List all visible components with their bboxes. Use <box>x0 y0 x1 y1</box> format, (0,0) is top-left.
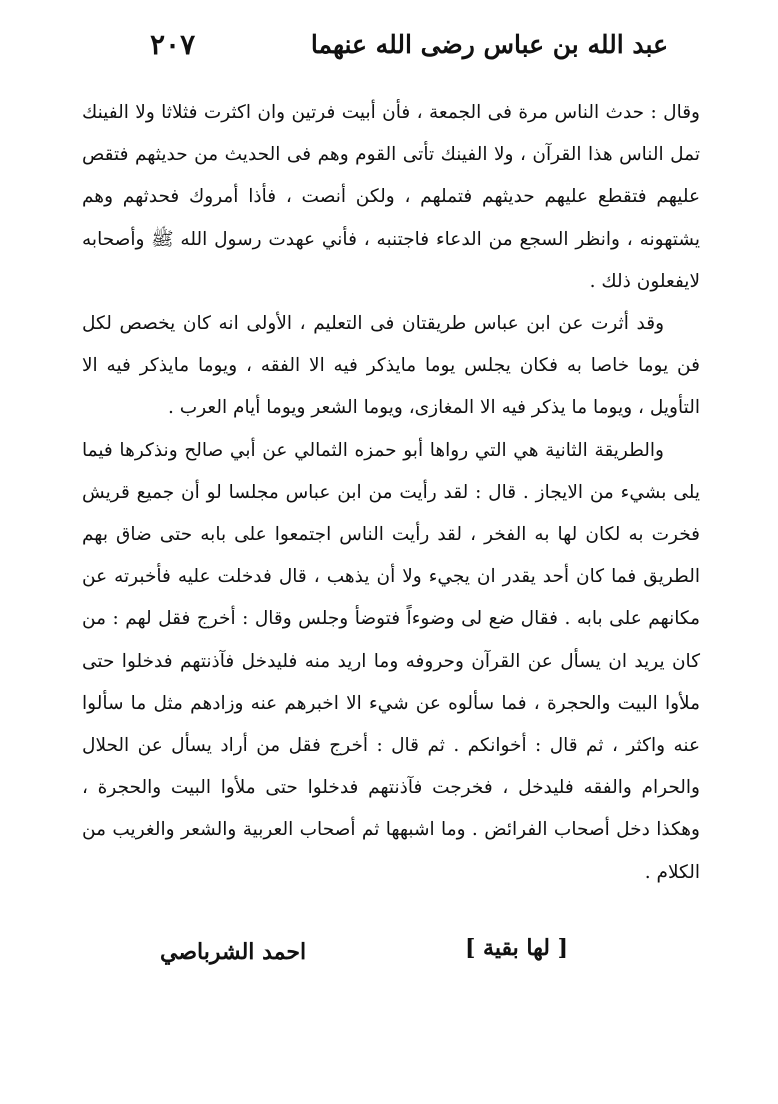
paragraph-2: وقد أثرت عن ابن عباس طريقتان فى التعليم ، الأولى انه كان يخصص لكل فن يوما خاصا به فكان يجلس يوما مايذكر فيه الا الفقه ، ويوما مايذكر فيه الا التأويل ، ويوما ما يذكر فيه الا المغازى، ويوما الشعر ويوما أيام العرب . <box>82 313 700 419</box>
paragraph-3: والطريقة الثانية هي التي رواها أبو حمزه الثمالي عن أبي صالح ونذكرها فيما يلى بشيء من الايجاز . قال : لقد رأيت من ابن عباس مجلسا لو أن جميع قريش فخرت به لكان لها به الفخر ، لقد رأيت الناس اجتمعوا على بابه حتى ضاق بهم الطريق فما كان أحد يقدر ان يجيء ولا أن يذهب ، قال فدخلت عليه فأخبرته عن مكانهم على بابه . فقال ضع لى وضوءاً فتوضأ وجلس وقال : أخرج فقل لهم : من كان يريد ان يسأل عن القرآن وحروفه وما اريد منه فليدخل فآذنتهم فدخلوا حتى ملأوا البيت والحجرة ، فما سألوه عن شيء الا اخبرهم عنه وزادهم مثل ما سألوا عنه واكثر ، ثم قال : أخوانكم . ثم قال : أخرج فقل من أراد يسأل عن الحلال والحرام والفقه فليدخل ، فخرجت فآذنتهم فدخلوا حتى ملأوا البيت والحجرة ، وهكذا دخل أصحاب الفرائض . وما اشبهها ثم أصحاب العربية والشعر والغريب من الكلام . <box>82 439 700 883</box>
paragraph-1: وقال : حدث الناس مرة فى الجمعة ، فأن أبيت فرتين وان اكثرت فثلاثا ولا الفينك تمل الناس هذا القرآن ، ولا الفينك تأتى القوم وهم فى الحديث من حديثهم فتقص عليهم فتقطع عليهم حديثهم فتملهم ، ولكن أنصت ، فأذا أمروك فحدثهم وهم يشتهونه ، وانظر السجع من الدعاء فاجتنبه ، فأني عهدت رسول الله ﷺ وأصحابه لايفعلون ذلك . <box>82 102 700 292</box>
page-number: ٢٠٧ <box>150 28 196 61</box>
article-body <box>82 92 700 894</box>
continued-note: [ لها بقية ] <box>464 935 568 961</box>
running-title: عبد الله بن عباس رضى الله عنهما <box>310 30 668 59</box>
page-header <box>110 22 668 72</box>
author-signature: احمد الشرباصي <box>160 939 307 965</box>
page-footer <box>160 935 638 985</box>
